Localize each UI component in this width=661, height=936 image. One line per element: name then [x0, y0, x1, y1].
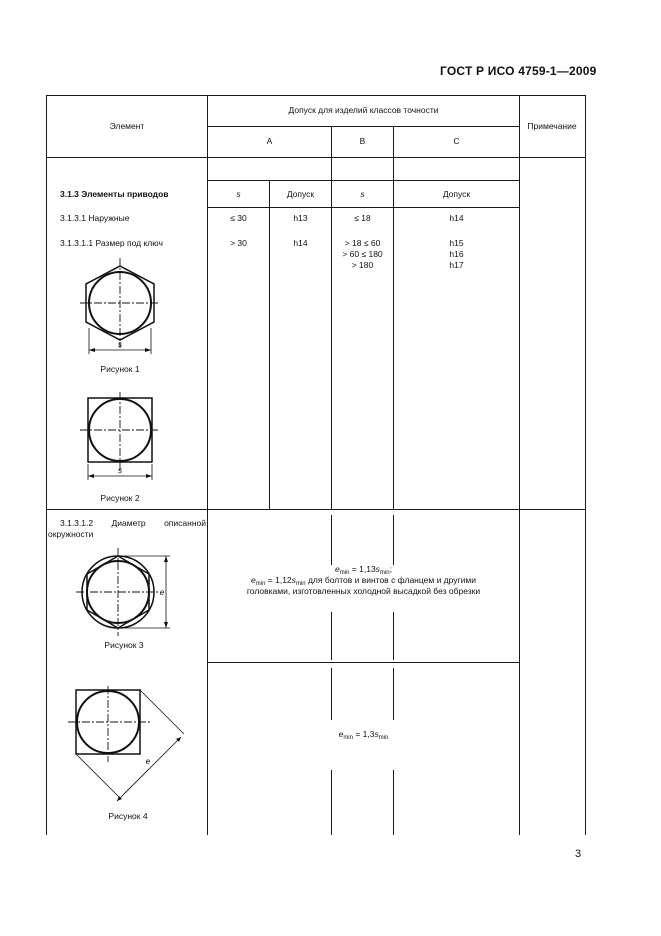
figure-1-hexagon	[78, 256, 168, 360]
row-wrench-label: 3.1.3.1.1 Размер под ключ	[60, 238, 163, 248]
row-circle-label-2: окружности	[48, 529, 94, 539]
figure-4-caption: Рисунок 4	[108, 811, 148, 821]
col-ab-border-top	[331, 126, 332, 509]
figure-3-caption: Рисунок 3	[104, 640, 144, 650]
row-circle-label-1: 3.1.3.1.2 Диаметр описанной	[60, 518, 206, 528]
figure-1-dim-s: s	[118, 340, 122, 349]
note-col-border	[519, 95, 520, 835]
table-left-border	[46, 95, 47, 835]
row-external-a-tol: h13	[293, 213, 308, 223]
figure-4-square-diagonal	[64, 686, 190, 804]
subheader-b-s: s	[360, 189, 365, 199]
page-number: 3	[575, 848, 582, 860]
figure-2-dim-s: s	[118, 466, 122, 475]
row-divider-circle	[46, 509, 585, 510]
row-wrench-c-tol-3: h17	[449, 260, 464, 270]
header-element: Элемент	[109, 121, 145, 131]
formula-circle-main: $e_{min} = 1,13s_{min}$;	[335, 564, 392, 576]
header-class-c: C	[453, 136, 460, 146]
row-wrench-c-tol-1: h15	[449, 238, 464, 248]
header-note: Примечание	[527, 121, 577, 131]
row-wrench-c-tol-2: h16	[449, 249, 464, 259]
row-wrench-b-s-3: > 180	[351, 260, 374, 270]
col-b-border-low2	[393, 770, 394, 835]
row-wrench-a-s: > 30	[230, 238, 247, 248]
col-ab-border-low	[331, 668, 332, 720]
header-tolerance: Допуск для изделий классов точности	[288, 105, 439, 115]
col-a-inner-border	[269, 180, 270, 509]
header-bottom-border	[46, 157, 585, 158]
table-right-border	[585, 95, 586, 835]
col-b-border-low	[393, 668, 394, 720]
header-class-divider	[207, 126, 519, 127]
element-col-border	[207, 95, 208, 835]
col-b-border-mid2	[393, 612, 394, 660]
row-wrench-a-tol: h14	[293, 238, 308, 248]
col-ab-border-mid2	[331, 612, 332, 660]
col-ab-border-mid	[331, 515, 332, 565]
formula-circle-line3: головками, изготовленных холодной высадкой без обрезки	[246, 586, 481, 596]
subheader-c-tol: Допуск	[442, 189, 471, 199]
section-title: 3.1.3 Элементы приводов	[60, 189, 169, 199]
figure-2-square	[78, 392, 168, 486]
header-class-a: A	[266, 136, 273, 146]
row-external-c-tol: h14	[449, 213, 464, 223]
figure-2-caption: Рисунок 2	[100, 493, 140, 503]
col-ab-border-low2	[331, 770, 332, 835]
subheader-top-border	[207, 180, 519, 181]
row-divider-square	[207, 662, 519, 663]
figure-3-dim-e: e	[159, 588, 165, 597]
subheader-a-s: s	[236, 189, 241, 199]
col-b-inner-border	[393, 126, 394, 509]
col-b-border-mid	[393, 515, 394, 565]
figure-4-dim-e: e	[145, 757, 151, 766]
row-wrench-b-s-1: > 18 ≤ 60	[344, 238, 381, 248]
figure-3-hexagon-circle	[74, 548, 174, 638]
document-header: ГОСТ Р ИСО 4759-1—2009	[440, 64, 597, 78]
subheader-a-tol: Допуск	[286, 189, 315, 199]
formula-square: $e_{min} = 1,3s_{min}$	[338, 729, 389, 741]
row-external-a-s: ≤ 30	[230, 213, 247, 223]
row-wrench-b-s-2: > 60 ≤ 180	[342, 249, 383, 259]
figure-1-caption: Рисунок 1	[100, 364, 140, 374]
table-top-border	[46, 95, 585, 96]
header-class-b: B	[359, 136, 366, 146]
formula-circle-line2: $e_{min} = 1,12s_{min}$ для болтов и винтов с фланцем и другими	[251, 575, 476, 587]
subheader-bottom-border	[207, 207, 519, 208]
row-external-b-s: ≤ 18	[354, 213, 371, 223]
row-external-label: 3.1.3.1 Наружные	[60, 213, 130, 223]
